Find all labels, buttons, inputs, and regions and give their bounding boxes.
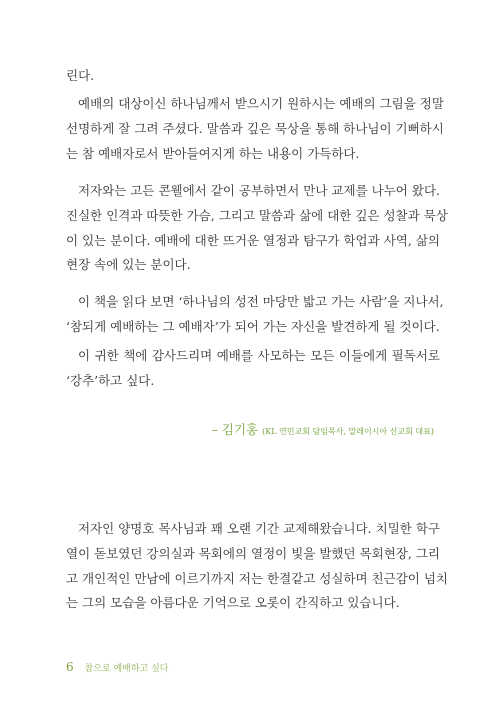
- text-line: 이 책을 읽다 보면 ‘하나님의 성전 마당만 밟고 가는 사람’을 지나서,: [78, 294, 444, 309]
- paragraph-continuation: [66, 64, 440, 89]
- text-line: 저자와는 고든 콘웰에서 같이 공부하면서 만나 교제를 나누어 왔다.: [78, 183, 440, 198]
- running-title: 참으로 예배하고 싶다: [84, 664, 169, 674]
- page-footer: [66, 660, 168, 674]
- paragraph-reading-book: [66, 290, 444, 340]
- page-number: 6: [66, 660, 74, 674]
- paragraph-second-endorsement: [66, 517, 448, 616]
- text-line: 는 참 예배자로서 받아들여지게 하는 내용이 가득하다.: [66, 145, 360, 161]
- text-line: ‘참되게 예배하는 그 예배자’가 되어 가는 자신을 발견하게 될 것이다.: [66, 318, 440, 334]
- signature-name: – 김기홍: [211, 422, 259, 437]
- text-line: 선명하게 잘 그려 주셨다. 말씀과 깊은 묵상을 통해 하나님이 기뻐하시: [66, 120, 444, 136]
- text-line: 는 그의 모습을 아름다운 기억으로 오롯이 간직하고 있습니다.: [66, 595, 400, 611]
- text-line: ‘강추’하고 싶다.: [66, 372, 155, 388]
- endorsement-signature: [212, 420, 434, 438]
- text-line: 고 개인적인 만남에 이르기까지 저는 한결같고 성실하며 친근감이 넘치: [66, 570, 448, 586]
- text-line: 이 있는 분이다. 예배에 대한 뜨거운 열정과 탐구가 학업과 사역, 삶의: [66, 232, 440, 248]
- paragraph-author-fellowship: [66, 179, 448, 278]
- paragraph-recommendation: [66, 344, 440, 394]
- text-line: 현장 속에 있는 분이다.: [66, 257, 191, 273]
- text-line: 린다.: [66, 68, 95, 83]
- text-line: 이 귀한 책에 감사드리며 예배를 사모하는 모든 이들에게 필독서로: [78, 348, 440, 363]
- signature-affiliation: (KL 연민교회 담임목사, 말레이시아 선교회 대표): [262, 427, 434, 436]
- text-line: 진실한 인격과 따뜻한 가슴, 그리고 말씀과 삶에 대한 깊은 성찰과 묵상: [66, 207, 448, 223]
- text-line: 열이 돋보였던 강의실과 목회에의 열정이 빛을 발했던 목회현장, 그리: [66, 545, 440, 561]
- text-line: 저자인 양명호 목사님과 꽤 오랜 기간 교제해왔습니다. 치밀한 학구: [78, 521, 440, 536]
- text-line: 예배의 대상이신 하나님께서 받으시기 원하시는 예배의 그림을 정말: [78, 96, 444, 111]
- paragraph-worship-image: [66, 92, 444, 166]
